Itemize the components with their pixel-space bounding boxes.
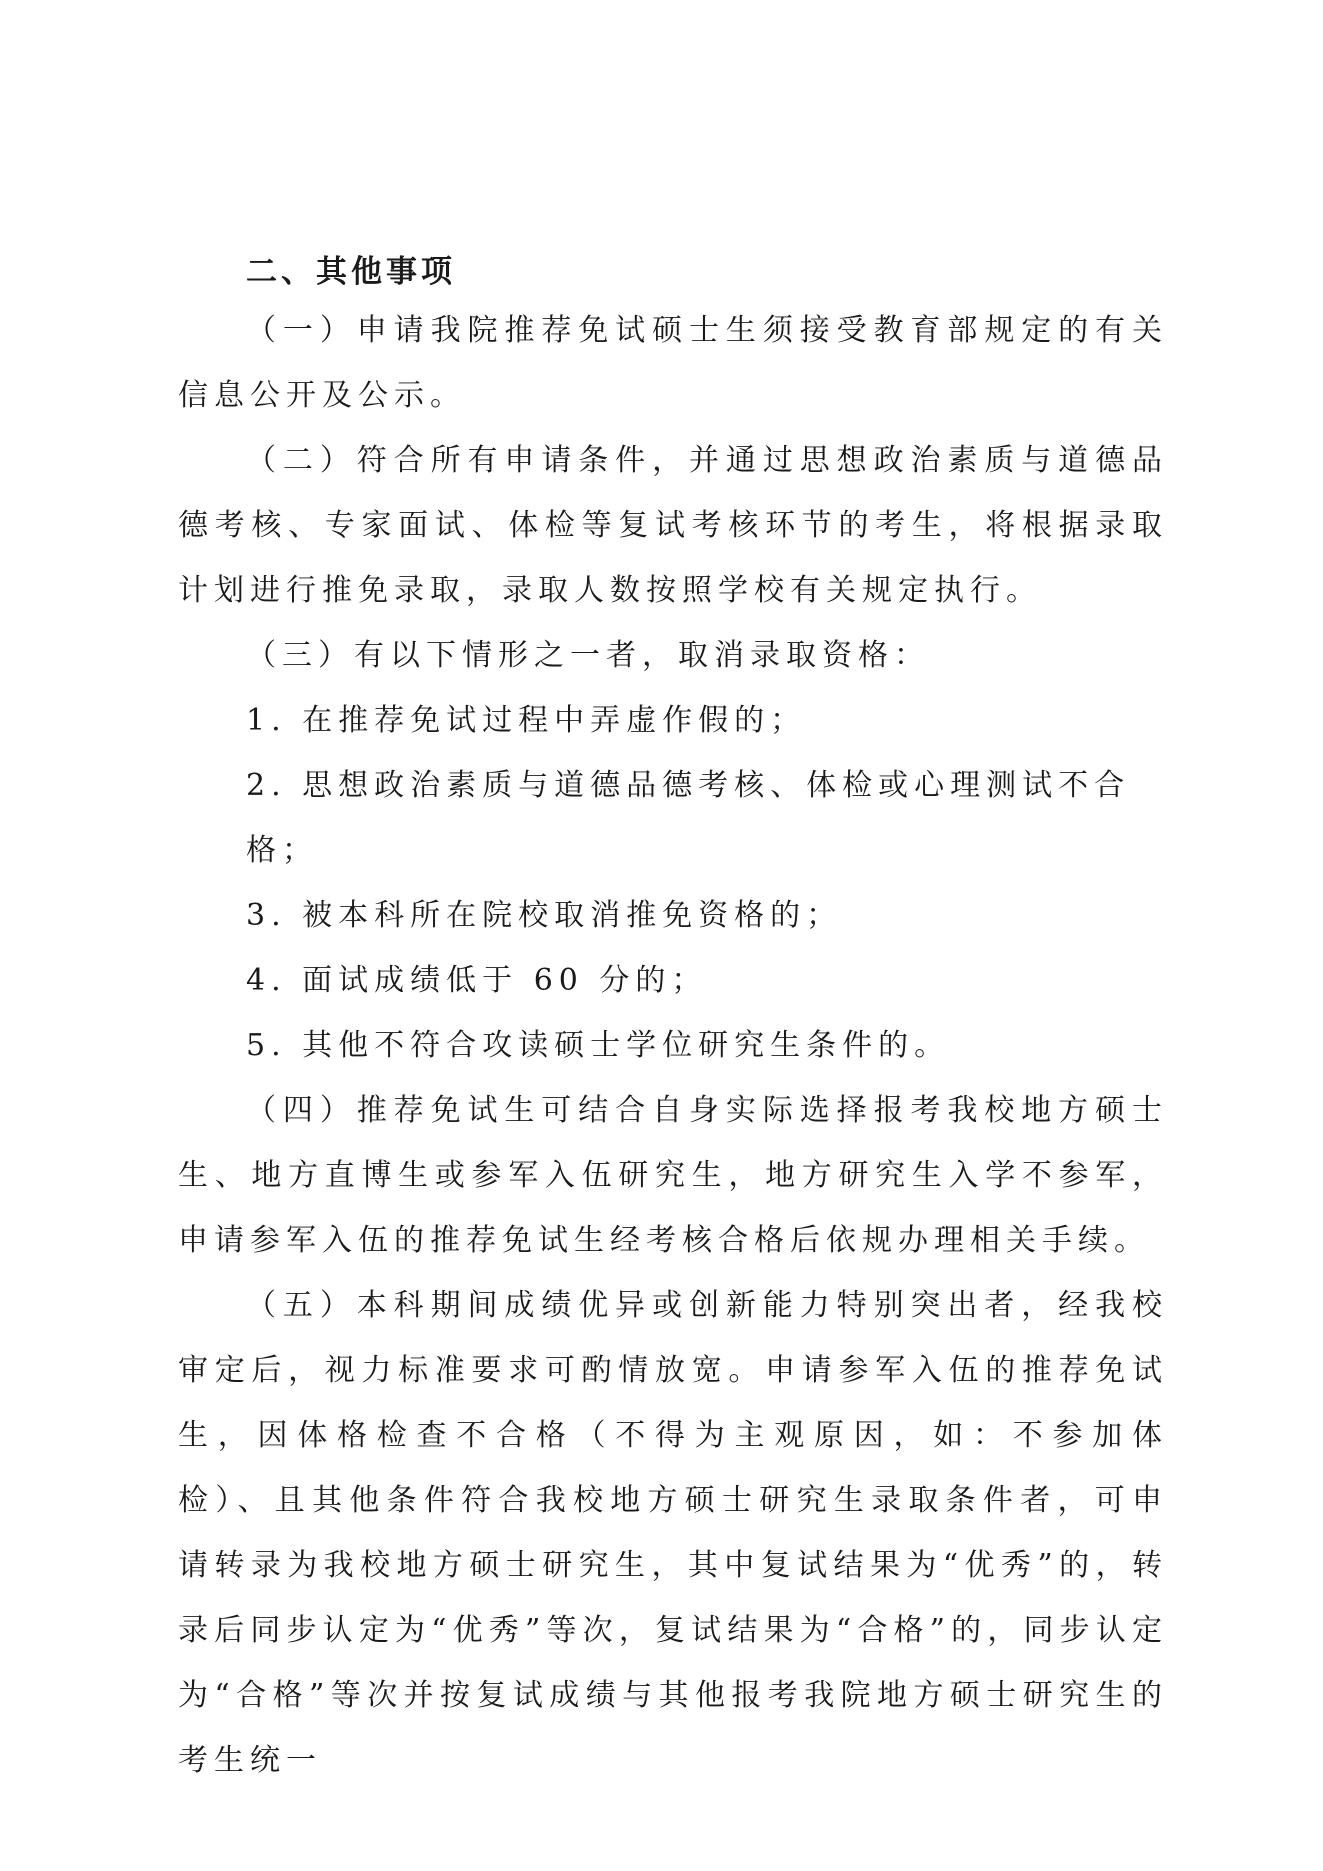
section-heading: 二、其他事项 — [246, 254, 456, 290]
paragraph-1: （一）申请我院推荐免试硕士生须接受教育部规定的有关信息公开及公示。 — [178, 313, 1168, 413]
document-body — [178, 248, 1168, 1793]
paragraph-5: （五）本科期间成绩优异或创新能力特别突出者，经我校审定后，视力标准要求可酌情放宽。申请参军入伍的推荐免试生，因体格检查不合格（不得为主观原因，如：不参加体检）、且其他条件符合我校地方硕士研究生录取条件者，可申请转录为我校地方硕士研究生，其中复试结果为“优秀”的，转录后同步认定为“优秀”等次，复试结果为“合格”的，同步认定为“合格”等次并按复试成绩与其他报考我院地方硕士研究生的考生统一 — [178, 1288, 1168, 1778]
list-item-1: 1. 在推荐免试过程中弄虚作假的； — [246, 703, 807, 738]
list-item-4: 4. 面试成绩低于 60 分的； — [246, 963, 708, 998]
paragraph-3: （三）有以下情形之一者，取消录取资格： — [246, 638, 930, 673]
list-item-2: 2. 思想政治素质与道德品德考核、体检或心理测试不合格； — [246, 768, 1131, 868]
list-item-5: 5. 其他不符合攻读硕士学位研究生条件的。 — [246, 1028, 951, 1063]
paragraph-2: （二）符合所有申请条件，并通过思想政治素质与道德品德考核、专家面试、体检等复试考核环节的考生，将根据录取计划进行推免录取，录取人数按照学校有关规定执行。 — [178, 443, 1168, 608]
paragraph-4: （四）推荐免试生可结合自身实际选择报考我校地方硕士生、地方直博生或参军入伍研究生，地方研究生入学不参军，申请参军入伍的推荐免试生经考核合格后依规办理相关手续。 — [178, 1093, 1168, 1258]
list-item-3: 3. 被本科所在院校取消推免资格的； — [246, 898, 843, 933]
